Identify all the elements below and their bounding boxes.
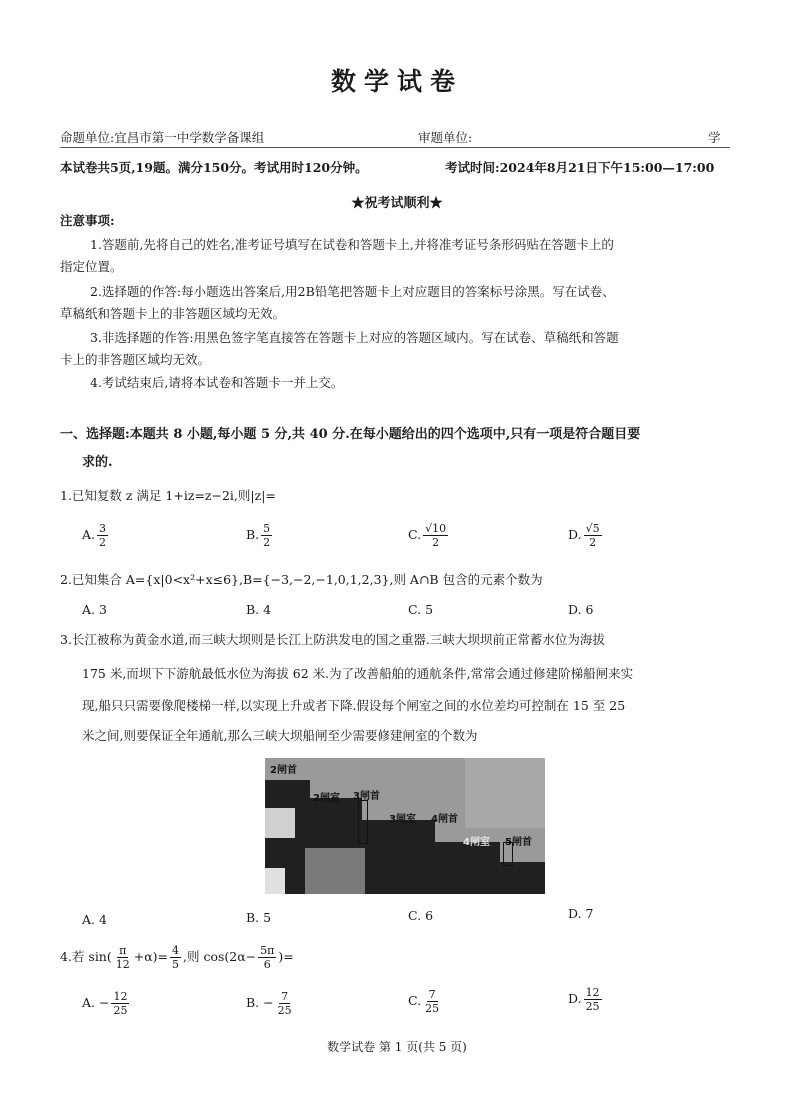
q2-option-d: D. 6 — [568, 602, 594, 617]
exam-time: 考试时间:2024年8月21日下午15:00—17:00 — [445, 160, 715, 175]
figure-label: 2闸室 — [313, 793, 340, 804]
figure-label: 4闸室 — [463, 837, 490, 848]
page-footer: 数学试卷 第 1 页(共 5 页) — [327, 1040, 467, 1054]
q3-option-a: A. 4 — [82, 912, 107, 927]
note-line: 草稿纸和答题卡上的非答题区域均无效。 — [60, 306, 286, 321]
figure-sky — [465, 758, 545, 828]
setter-unit: 命题单位:宜昌市第一中学数学备课组 — [60, 130, 265, 145]
reviewer-unit: 审题单位: — [418, 130, 473, 145]
q2-option-a: A. 3 — [82, 602, 107, 617]
q4-option-c: C. $\frac{7}{25}$ — [408, 988, 440, 1015]
lock-step-4 — [430, 842, 500, 894]
note-line: 3.非选择题的作答:用黑色签字笔直接答在答题卡上对应的答题区域内。写在试卷、草稿纸和答题 — [90, 330, 619, 345]
note-line: 1.答题前,先将自己的姓名,准考证号填写在试卷和答题卡上,并将准考证号条形码贴在答题卡上的 — [90, 237, 614, 252]
ship-lock-figure — [265, 758, 545, 894]
q4-option-b: B. − $\frac{7}{25}$ — [246, 990, 292, 1017]
q2-option-c: C. 5 — [408, 602, 434, 617]
reviewer-tail: 学 — [708, 130, 721, 145]
q1-option-c: C. $\frac{√10}{2}$ — [408, 522, 447, 549]
figure-label: 5闸首 — [505, 837, 532, 848]
page-title: 数学试卷 — [330, 67, 463, 96]
question-3-line: 现,船只只需要像爬楼梯一样,以实现上升或者下降.假设每个闸室之间的水位差均可控制在 15 至 25 — [82, 698, 626, 713]
q3-option-d: D. 7 — [568, 906, 594, 921]
notes-heading: 注意事项: — [60, 213, 115, 228]
question-4-stem: 4.若 sin( $\frac{\pi}{12}$ +α)= $\frac{4}{5}$ ,则 cos(2α− $\frac{5\pi}{6}$ )= — [60, 944, 294, 971]
question-3-line: 3.长江被称为黄金水道,而三峡大坝则是长江上防洪发电的国之重器.三峡大坝坝前正常蓄水位为海拔 — [60, 632, 605, 647]
q1-option-d: D. $\frac{√5}{2}$ — [568, 522, 600, 549]
figure-water — [265, 808, 295, 838]
section-heading: 一、选择题:本题共 8 小题,每小题 5 分,共 40 分.在每小题给出的四个选项中,只有一项是符合题目要 — [60, 427, 641, 442]
section-heading-cont: 求的. — [82, 455, 113, 470]
exam-wish: ★祝考试顺利★ — [351, 196, 443, 211]
q4-option-a: A. − $\frac{12}{25}$ — [82, 990, 128, 1017]
q3-option-c: C. 6 — [408, 908, 434, 923]
lock-gate-3 — [358, 800, 368, 844]
figure-label: 4闸首 — [431, 814, 458, 825]
q3-option-b: B. 5 — [246, 910, 272, 925]
note-line: 4.考试结束后,请将本试卷和答题卡一并上交。 — [90, 375, 344, 390]
note-line: 2.选择题的作答:每小题选出答案后,用2B铅笔把答题卡上对应题目的答案标号涂黑。写在试卷、 — [90, 284, 615, 299]
question-1-stem: 1.已知复数 z 满足 1+iz=z−2i,则|z|= — [60, 488, 276, 503]
figure-shore — [265, 868, 285, 894]
q2-option-b: B. 4 — [246, 602, 272, 617]
header-divider — [60, 147, 730, 148]
figure-label: 3闸室 — [389, 814, 416, 825]
figure-hull — [305, 848, 365, 894]
q1-option-a: A. $\frac{3}{2}$ — [82, 522, 107, 549]
figure-label: 3闸首 — [353, 791, 380, 802]
q4-option-d: D. $\frac{12}{25}$ — [568, 986, 600, 1013]
figure-label: 2闸首 — [270, 765, 297, 776]
note-line: 指定位置。 — [60, 259, 123, 274]
question-2-stem: 2.已知集合 A={x|0<x²+x≤6},B={−3,−2,−1,0,1,2,3},则 A∩B 包含的元素个数为 — [60, 572, 543, 587]
question-3-line: 米之间,则要保证全年通航,那么三峡大坝船闸至少需要修建闸室的个数为 — [82, 728, 478, 743]
exam-info: 本试卷共5页,19题。满分150分。考试用时120分钟。 — [60, 160, 368, 175]
note-line: 卡上的非答题区域均无效。 — [60, 352, 211, 367]
lock-step-5 — [495, 862, 545, 894]
q1-option-b: B. $\frac{5}{2}$ — [246, 522, 271, 549]
question-3-line: 175 米,而坝下下游航最低水位为海拔 62 米.为了改善船舶的通航条件,常常会通过修建阶梯船闸来实 — [82, 666, 634, 681]
